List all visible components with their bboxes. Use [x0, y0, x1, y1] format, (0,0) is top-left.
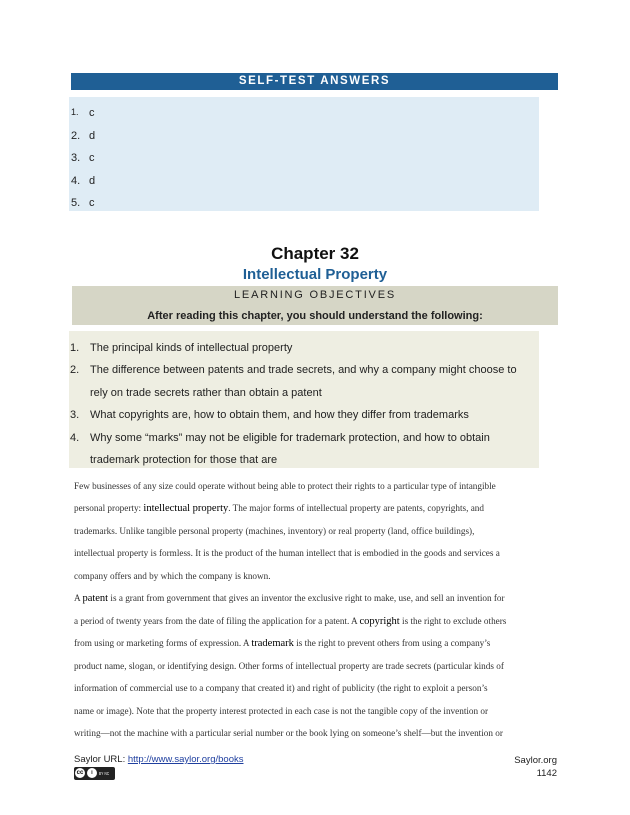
body-text: from using or marketing forms of expression. A: [74, 638, 252, 648]
answer-value: c: [89, 197, 95, 209]
body-text: is the right to exclude others: [399, 616, 507, 626]
objective-number: 2.: [70, 364, 80, 376]
answer-value: d: [89, 130, 96, 142]
body-text: is the right to prevent others from using a company’s: [293, 638, 491, 648]
body-line: [74, 616, 506, 627]
body-text: a period of twenty years from the date of filing the application for a patent. A: [74, 616, 360, 626]
body-line: writing—not the machine with a particular serial number or the book lying on someone’s shelf—but the invention or: [74, 728, 503, 738]
body-line: intellectual property is formless. It is the product of the human intellect that is embodied in the goods and services a: [74, 548, 500, 558]
answer-value: c: [89, 152, 95, 164]
self-test-header: SELF-TEST ANSWERS: [71, 73, 558, 90]
answer-number: 3.: [71, 152, 81, 164]
answer-number: 4.: [71, 175, 81, 187]
answer-number: 1.: [71, 107, 79, 117]
chapter-subtitle: Intellectual Property: [242, 266, 388, 283]
cc-by-icon: i: [87, 768, 97, 778]
learning-objectives-header: LEARNING OBJECTIVES: [234, 289, 396, 301]
term-intellectual-property: intellectual property: [143, 503, 229, 514]
objective-text-continued: rely on trade secrets rather than obtain a patent: [90, 387, 322, 399]
body-text: . The major forms of intellectual property are patents, copyrights, and: [228, 503, 484, 513]
answer-number: 5.: [71, 197, 81, 209]
learning-objectives-list: [69, 331, 539, 468]
body-line: product name, slogan, or identifying design. Other forms of intellectual property are trade secrets (particular kinds of: [74, 661, 504, 671]
page-number: 1142: [536, 768, 557, 779]
body-line: [74, 593, 505, 604]
body-line: company offers and by which the company is known.: [74, 571, 271, 581]
body-line: information of commercial use to a company that created it) and right of publicity (the right to exploit a person’s: [74, 683, 488, 693]
saylor-books-link[interactable]: http://www.saylor.org/books: [127, 754, 244, 765]
objective-number: 1.: [70, 342, 80, 354]
objective-text: What copyrights are, how to obtain them, and how they differ from trademarks: [90, 409, 469, 421]
learning-objectives-header-box: [72, 286, 558, 325]
footer-page-info: [500, 754, 557, 780]
body-text: A: [74, 593, 83, 603]
body-line: Few businesses of any size could operate without being able to protect their rights to a particular type of intangible: [74, 481, 496, 491]
chapter-title: Chapter 32: [271, 244, 359, 263]
cc-license-text: BY NC SA: [99, 771, 110, 789]
term-copyright: copyright: [359, 616, 400, 627]
objective-number: 4.: [70, 432, 80, 444]
body-line: [74, 503, 484, 514]
answer-value: d: [89, 175, 96, 187]
cc-circle-icon: cc: [76, 770, 84, 776]
footer-url-label: Saylor URL:: [74, 754, 128, 765]
objective-text-continued: trademark protection for those that are: [90, 454, 278, 466]
body-line: name or image). Note that the property interest protected in each case is not the tangible copy of the invention or: [74, 706, 489, 716]
objective-number: 3.: [70, 409, 80, 421]
objective-text: Why some “marks” may not be eligible for trademark protection, and how to obtain: [90, 432, 490, 444]
answer-number: 2.: [71, 130, 81, 142]
footer-site: Saylor.org: [514, 755, 557, 766]
answer-value: c: [89, 107, 95, 119]
self-test-answers-list: [69, 97, 539, 211]
body-line: [74, 638, 490, 649]
objective-text: The principal kinds of intellectual property: [90, 342, 293, 354]
body-text: personal property:: [74, 503, 144, 513]
objective-text: The difference between patents and trade secrets, and why a company might choose to: [90, 364, 517, 376]
footer-source: [74, 754, 244, 765]
term-trademark: trademark: [251, 638, 294, 649]
term-patent: patent: [82, 593, 109, 604]
body-line: trademarks. Unlike tangible personal property (machines, inventory) or real property (land, office buildings),: [74, 526, 475, 536]
learning-objectives-subheader: After reading this chapter, you should understand the following:: [147, 310, 483, 322]
creative-commons-license-icon: [74, 767, 115, 789]
body-text: is a grant from government that gives an inventor the exclusive right to make, use, and sell an invention for: [108, 593, 505, 603]
